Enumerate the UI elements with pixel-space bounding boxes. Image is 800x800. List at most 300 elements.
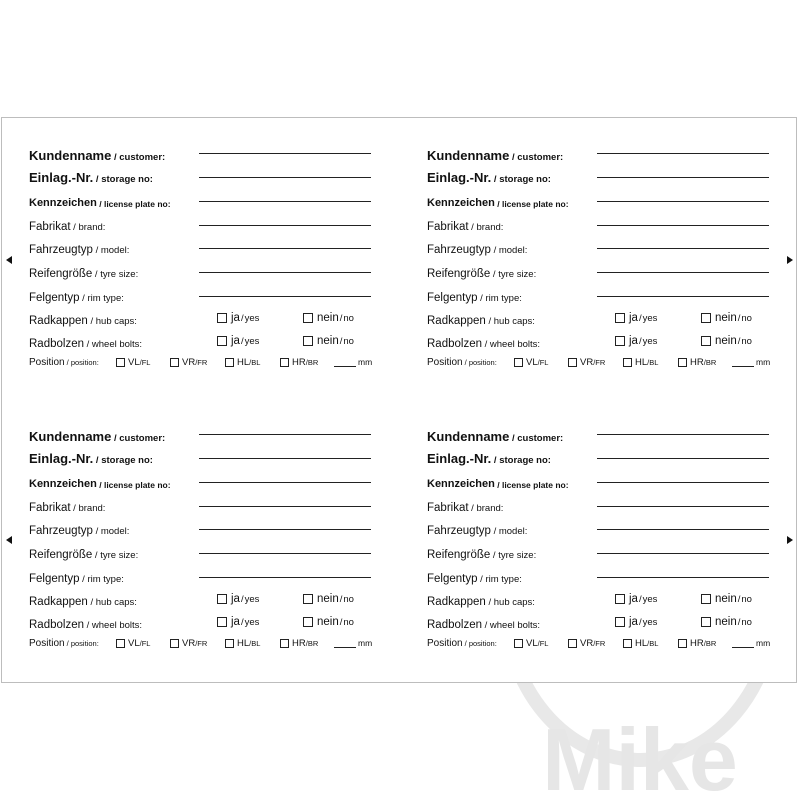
field-row [427, 448, 551, 466]
field-label-sub: storage no: [101, 174, 153, 185]
checkbox[interactable] [217, 617, 227, 627]
option-no-main: nein [317, 593, 339, 605]
checkbox[interactable] [615, 617, 625, 627]
field-label-main: Felgentyp [29, 573, 80, 585]
checkbox[interactable] [615, 594, 625, 604]
field-input-line[interactable] [199, 482, 371, 483]
position-option-main: VR [580, 638, 594, 649]
check-label-sub: hub caps: [95, 597, 137, 608]
option-no-sub: no [343, 335, 354, 347]
checkbox[interactable] [116, 358, 125, 367]
option-slash: / [638, 593, 642, 605]
position-label-separator: / [64, 358, 71, 367]
position-label-separator: / [462, 358, 469, 367]
check-label-separator: / [485, 316, 494, 327]
option-no-main: nein [715, 312, 737, 324]
option-no[interactable] [303, 616, 354, 628]
field-label-main: Reifengröße [427, 549, 491, 561]
option-yes[interactable] [615, 616, 657, 628]
field-label-sub: rim type: [87, 293, 124, 304]
option-slash: / [737, 593, 741, 605]
checkbox[interactable] [280, 358, 289, 367]
field-label-separator: / [490, 526, 499, 537]
field-label-separator: / [491, 174, 500, 185]
position-option-sub: FR [197, 639, 208, 648]
field-label-main: Kennzeichen [29, 197, 97, 209]
field-row [29, 215, 105, 233]
field-input-line[interactable] [199, 177, 371, 178]
field-label-separator: / [70, 222, 79, 233]
option-no[interactable] [701, 335, 752, 347]
position-option-fr[interactable] [170, 638, 207, 649]
field-row [29, 262, 138, 280]
option-slash: / [647, 639, 650, 648]
checkbox[interactable] [170, 358, 179, 367]
option-yes-sub: yes [244, 593, 260, 605]
field-label-sub: storage no: [499, 455, 551, 466]
tyre-label-4 [427, 426, 777, 676]
field-label-main: Fabrikat [29, 221, 71, 233]
field-label-main: Kennzeichen [29, 478, 97, 490]
field-label-separator: / [494, 480, 502, 490]
mm-input-line[interactable] [334, 638, 356, 648]
field-label-sub: tyre size: [498, 550, 537, 561]
position-option-sub: BR [307, 639, 319, 648]
option-yes-main: ja [231, 593, 240, 605]
field-row [29, 567, 124, 585]
position-option-sub: FL [539, 639, 549, 648]
field-label-main: Fahrzeugtyp [427, 525, 491, 537]
checkbox[interactable] [615, 313, 625, 323]
checkbox[interactable] [615, 336, 625, 346]
field-row [29, 448, 153, 466]
field-label-main: Felgentyp [427, 573, 478, 585]
position-label-separator: / [64, 639, 71, 648]
position-label [427, 638, 497, 649]
position-option-sub: FL [539, 358, 549, 367]
cut-marker-left-bottom [6, 536, 12, 544]
option-slash: / [339, 312, 343, 324]
position-label-main: Position [427, 357, 463, 368]
option-no-main: nein [317, 335, 339, 347]
field-label-separator: / [477, 293, 486, 304]
position-label-main: Position [29, 638, 65, 649]
field-label-separator: / [494, 199, 502, 209]
option-slash: / [195, 639, 198, 648]
option-no-main: nein [317, 312, 339, 324]
field-input-line[interactable] [597, 434, 769, 435]
field-label-main: Kennzeichen [427, 478, 495, 490]
field-row [29, 519, 129, 537]
position-option-fr[interactable] [568, 638, 605, 649]
option-slash: / [240, 312, 244, 324]
position-option-sub: FL [141, 358, 151, 367]
checkbox[interactable] [303, 594, 313, 604]
option-yes-sub: yes [642, 593, 658, 605]
field-label-separator: / [491, 455, 500, 466]
checkbox[interactable] [701, 617, 711, 627]
position-option-bl[interactable] [623, 638, 658, 649]
field-label-sub: storage no: [101, 455, 153, 466]
option-yes[interactable] [217, 616, 259, 628]
field-label-separator: / [70, 503, 79, 514]
checkbox[interactable] [217, 336, 227, 346]
position-label [29, 357, 99, 368]
option-slash: / [139, 639, 142, 648]
field-label-main: Einlag.-Nr. [427, 451, 492, 466]
option-slash: / [703, 639, 706, 648]
option-yes-sub: yes [244, 312, 260, 324]
field-input-line[interactable] [597, 248, 769, 249]
field-label-separator: / [96, 480, 104, 490]
field-input-line[interactable] [597, 577, 769, 578]
position-option-sub: BR [705, 358, 717, 367]
check-row-hub-caps [29, 309, 137, 327]
option-slash: / [593, 639, 596, 648]
checkbox[interactable] [678, 639, 687, 648]
field-label-sub: model: [100, 526, 130, 537]
option-yes-main: ja [231, 335, 240, 347]
option-yes[interactable] [615, 312, 657, 324]
field-label-sub: model: [100, 245, 130, 256]
option-slash: / [593, 358, 596, 367]
field-label-sub: model: [498, 526, 528, 537]
field-input-line[interactable] [199, 272, 371, 273]
option-no[interactable] [701, 593, 752, 605]
field-row [29, 238, 129, 256]
checkbox[interactable] [701, 313, 711, 323]
position-label-main: Position [427, 638, 463, 649]
field-input-line[interactable] [199, 153, 371, 154]
checkbox[interactable] [280, 639, 289, 648]
field-label-main: Fahrzeugtyp [29, 525, 93, 537]
field-input-line[interactable] [199, 296, 371, 297]
position-option-bl[interactable] [225, 638, 260, 649]
option-slash: / [195, 358, 198, 367]
tyre-label-3 [29, 426, 379, 676]
field-input-line[interactable] [199, 553, 371, 554]
field-input-line[interactable] [597, 529, 769, 530]
position-label-separator: / [462, 639, 469, 648]
field-label-separator: / [96, 199, 104, 209]
option-slash: / [647, 358, 650, 367]
position-option-main: HR [292, 357, 306, 368]
checkbox[interactable] [568, 358, 577, 367]
option-slash: / [737, 335, 741, 347]
field-label-separator: / [79, 574, 88, 585]
mm-input-line[interactable] [732, 357, 754, 367]
field-label-sub: license plate no: [103, 480, 171, 490]
checkbox[interactable] [225, 358, 234, 367]
option-yes[interactable] [615, 593, 657, 605]
mm-input-line[interactable] [732, 638, 754, 648]
field-row [427, 567, 522, 585]
mm-field[interactable] [334, 638, 372, 648]
check-row-wheel-bolts [427, 613, 540, 631]
field-label-sub: license plate no: [103, 199, 171, 209]
position-option-sub: FR [197, 358, 208, 367]
field-label-main: Fabrikat [29, 502, 71, 514]
field-input-line[interactable] [597, 296, 769, 297]
position-option-bl[interactable] [623, 357, 658, 368]
field-label-main: Felgentyp [427, 292, 478, 304]
field-row [427, 543, 536, 561]
field-label-sub: customer: [517, 152, 564, 163]
field-input-line[interactable] [597, 177, 769, 178]
field-row [29, 286, 124, 304]
checkbox[interactable] [623, 639, 632, 648]
checkbox[interactable] [303, 617, 313, 627]
option-no[interactable] [701, 312, 752, 324]
field-label-separator: / [490, 269, 499, 280]
check-label-main: Radkappen [29, 315, 88, 327]
field-input-line[interactable] [597, 482, 769, 483]
field-input-line[interactable] [199, 225, 371, 226]
option-slash: / [240, 616, 244, 628]
field-row [427, 167, 551, 185]
field-row [29, 496, 105, 514]
field-label-separator: / [509, 433, 518, 444]
mm-unit: mm [756, 638, 771, 648]
field-input-line[interactable] [199, 506, 371, 507]
checkbox[interactable] [217, 594, 227, 604]
checkbox[interactable] [225, 639, 234, 648]
position-option-fr[interactable] [170, 357, 207, 368]
position-option-fl[interactable] [116, 638, 150, 649]
checkbox[interactable] [623, 358, 632, 367]
checkbox[interactable] [116, 639, 125, 648]
option-no-main: nein [715, 616, 737, 628]
position-option-main: HL [237, 357, 250, 368]
mm-field[interactable] [732, 357, 770, 367]
position-label-main: Position [29, 357, 65, 368]
position-option-sub: BR [705, 639, 717, 648]
option-no[interactable] [303, 335, 354, 347]
field-label-sub: customer: [517, 433, 564, 444]
option-slash: / [249, 358, 252, 367]
option-no-main: nein [317, 616, 339, 628]
field-input-line[interactable] [597, 506, 769, 507]
option-yes[interactable] [217, 312, 259, 324]
field-label-sub: customer: [119, 152, 166, 163]
checkbox[interactable] [303, 336, 313, 346]
option-slash: / [339, 616, 343, 628]
field-input-line[interactable] [597, 458, 769, 459]
check-label-main: Radkappen [427, 596, 486, 608]
option-no[interactable] [303, 312, 354, 324]
field-input-line[interactable] [199, 529, 371, 530]
field-label-separator: / [111, 152, 120, 163]
option-yes[interactable] [217, 593, 259, 605]
field-label-main: Reifengröße [427, 268, 491, 280]
mm-unit: mm [358, 638, 373, 648]
field-row [427, 496, 503, 514]
checkbox[interactable] [701, 336, 711, 346]
option-slash: / [139, 358, 142, 367]
field-label-separator: / [477, 574, 486, 585]
check-label-main: Radbolzen [427, 619, 482, 631]
field-label-separator: / [92, 269, 101, 280]
position-option-main: VL [128, 357, 140, 368]
field-label-separator: / [468, 503, 477, 514]
option-no-main: nein [715, 335, 737, 347]
checkbox[interactable] [217, 313, 227, 323]
field-label-sub: tyre size: [498, 269, 537, 280]
position-option-main: HL [635, 638, 648, 649]
option-slash: / [339, 335, 343, 347]
option-slash: / [339, 593, 343, 605]
check-row-wheel-bolts [29, 332, 142, 350]
position-option-main: VL [526, 638, 538, 649]
position-option-sub: FL [141, 639, 151, 648]
check-label-separator: / [481, 339, 490, 350]
position-option-sub: BL [251, 639, 261, 648]
position-option-br[interactable] [280, 357, 318, 368]
field-input-line[interactable] [597, 225, 769, 226]
mm-unit: mm [756, 357, 771, 367]
position-option-fl[interactable] [514, 357, 548, 368]
field-label-separator: / [468, 222, 477, 233]
position-option-main: HR [292, 638, 306, 649]
field-label-sub: brand: [78, 222, 106, 233]
check-label-sub: wheel bolts: [489, 339, 541, 350]
field-label-sub: tyre size: [100, 550, 139, 561]
position-label-sub: position: [70, 358, 99, 367]
option-slash: / [537, 639, 540, 648]
checkbox[interactable] [514, 639, 523, 648]
mm-input-line[interactable] [334, 357, 356, 367]
position-option-br[interactable] [678, 357, 716, 368]
check-label-main: Radbolzen [29, 338, 84, 350]
position-option-main: HL [237, 638, 250, 649]
checkbox[interactable] [303, 313, 313, 323]
position-option-sub: FR [595, 639, 606, 648]
field-input-line[interactable] [597, 272, 769, 273]
option-yes-main: ja [629, 312, 638, 324]
field-label-separator: / [509, 152, 518, 163]
option-slash: / [737, 312, 741, 324]
field-row [29, 426, 165, 444]
mm-field[interactable] [732, 638, 770, 648]
position-label-sub: position: [70, 639, 99, 648]
check-label-main: Radbolzen [427, 338, 482, 350]
field-input-line[interactable] [597, 201, 769, 202]
position-option-main: VR [182, 357, 196, 368]
cut-marker-right-top [787, 256, 793, 264]
option-yes-sub: yes [642, 312, 658, 324]
watermark-text: Mike [542, 710, 738, 800]
check-label-separator: / [83, 620, 92, 631]
field-row [427, 286, 522, 304]
option-no-sub: no [741, 312, 752, 324]
position-option-br[interactable] [678, 638, 716, 649]
option-yes[interactable] [217, 335, 259, 347]
field-row [427, 145, 563, 163]
position-option-main: HR [690, 638, 704, 649]
option-yes[interactable] [615, 335, 657, 347]
position-option-bl[interactable] [225, 357, 260, 368]
position-option-fl[interactable] [514, 638, 548, 649]
field-row [427, 472, 569, 490]
position-label [29, 638, 99, 649]
checkbox[interactable] [568, 639, 577, 648]
option-slash: / [737, 616, 741, 628]
field-input-line[interactable] [199, 248, 371, 249]
check-label-sub: wheel bolts: [91, 339, 143, 350]
option-slash: / [305, 639, 308, 648]
position-option-fl[interactable] [116, 357, 150, 368]
option-yes-main: ja [629, 616, 638, 628]
field-input-line[interactable] [199, 577, 371, 578]
field-row [427, 238, 527, 256]
check-row-wheel-bolts [427, 332, 540, 350]
checkbox[interactable] [514, 358, 523, 367]
field-input-line[interactable] [199, 458, 371, 459]
option-no-sub: no [741, 593, 752, 605]
field-row [29, 167, 153, 185]
option-slash: / [703, 358, 706, 367]
field-label-separator: / [111, 433, 120, 444]
option-slash: / [240, 593, 244, 605]
field-label-sub: rim type: [485, 293, 522, 304]
position-option-fr[interactable] [568, 357, 605, 368]
option-no[interactable] [701, 616, 752, 628]
check-label-separator: / [481, 620, 490, 631]
check-row-hub-caps [29, 590, 137, 608]
field-label-sub: brand: [476, 222, 504, 233]
option-slash: / [305, 358, 308, 367]
field-label-separator: / [490, 245, 499, 256]
position-row [29, 638, 379, 652]
checkbox[interactable] [170, 639, 179, 648]
field-row [29, 472, 171, 490]
check-label-separator: / [485, 597, 494, 608]
field-label-sub: model: [498, 245, 528, 256]
position-option-sub: BL [649, 358, 659, 367]
option-yes-sub: yes [642, 616, 658, 628]
field-label-main: Kundenname [29, 148, 112, 163]
field-label-separator: / [93, 174, 102, 185]
field-label-main: Kundenname [427, 148, 510, 163]
position-label-sub: position: [468, 639, 497, 648]
option-slash: / [240, 335, 244, 347]
option-no-sub: no [343, 593, 354, 605]
field-input-line[interactable] [199, 201, 371, 202]
option-yes-sub: yes [642, 335, 658, 347]
checkbox[interactable] [701, 594, 711, 604]
position-option-main: VR [580, 357, 594, 368]
option-slash: / [249, 639, 252, 648]
field-label-main: Reifengröße [29, 268, 93, 280]
option-no[interactable] [303, 593, 354, 605]
check-label-sub: hub caps: [95, 316, 137, 327]
position-option-main: VR [182, 638, 196, 649]
field-row [29, 543, 138, 561]
field-input-line[interactable] [199, 434, 371, 435]
field-row [427, 426, 563, 444]
check-label-main: Radkappen [427, 315, 486, 327]
field-input-line[interactable] [597, 553, 769, 554]
mm-unit: mm [358, 357, 373, 367]
field-label-main: Fahrzeugtyp [29, 244, 93, 256]
field-input-line[interactable] [597, 153, 769, 154]
position-option-sub: BL [251, 358, 261, 367]
position-option-br[interactable] [280, 638, 318, 649]
checkbox[interactable] [678, 358, 687, 367]
check-label-separator: / [83, 339, 92, 350]
field-label-main: Reifengröße [29, 549, 93, 561]
mm-field[interactable] [334, 357, 372, 367]
